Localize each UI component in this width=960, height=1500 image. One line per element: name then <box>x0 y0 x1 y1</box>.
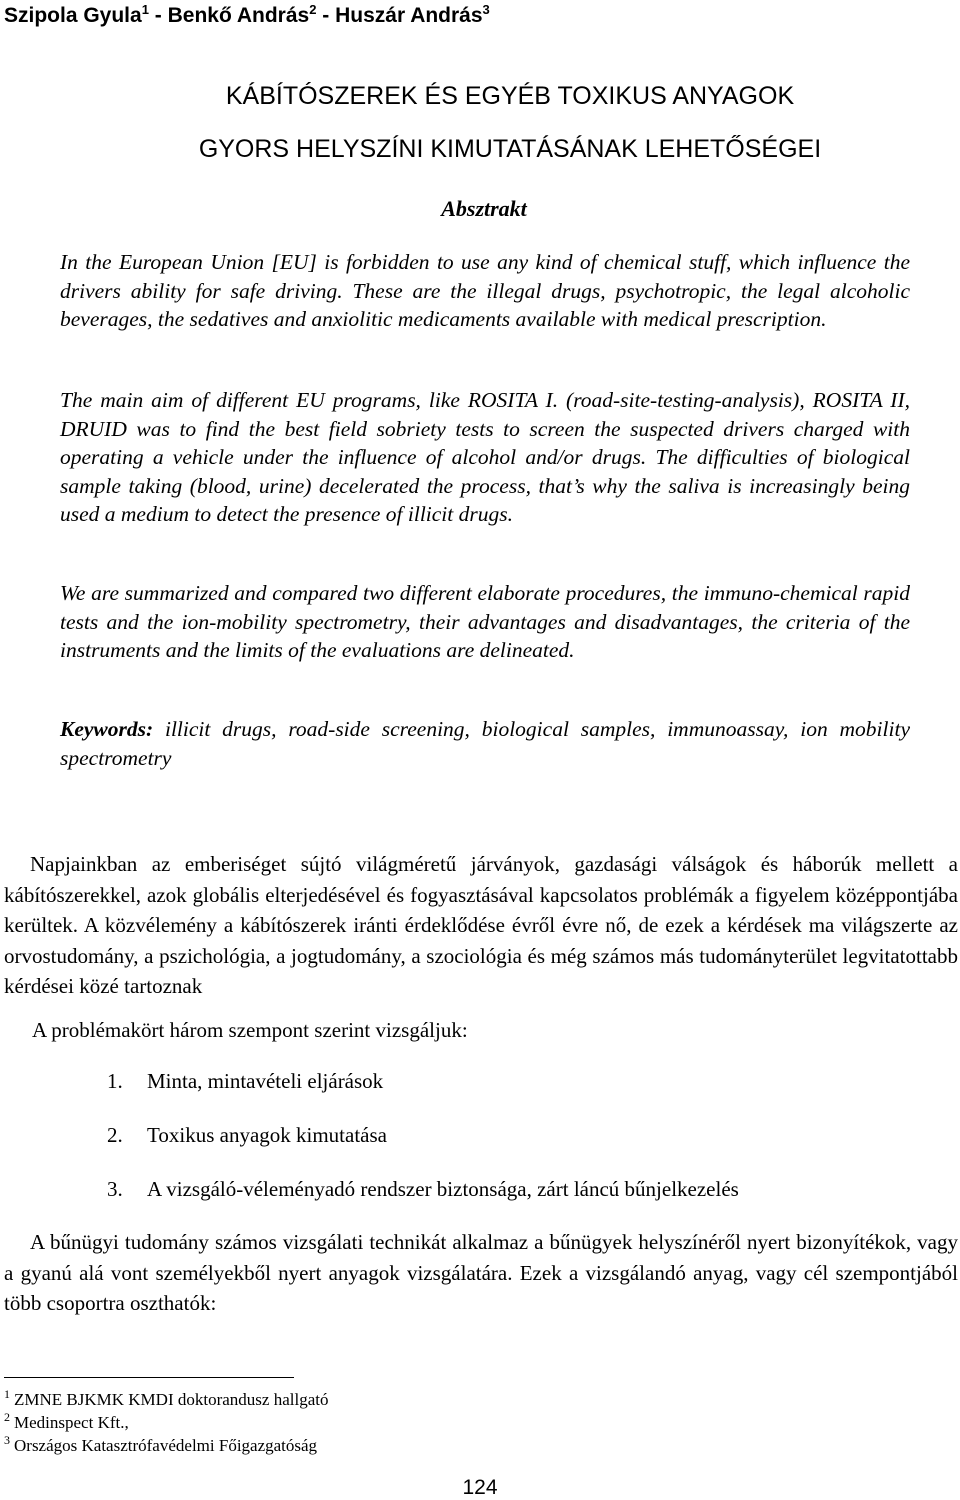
author-line <box>4 4 490 28</box>
body-paragraph <box>4 1227 958 1319</box>
footnote-text: Medinspect Kft., <box>14 1413 129 1432</box>
footnote-mark: 2 <box>4 1410 10 1425</box>
author-footnote-mark: 3 <box>482 2 490 17</box>
list-item-number: 3. <box>107 1177 123 1201</box>
abstract-heading: Absztrakt <box>441 196 527 221</box>
title-line-2: GYORS HELYSZÍNI KIMUTATÁSÁNAK LEHETŐSÉGEI <box>198 135 822 163</box>
author-name: Huszár András <box>335 4 483 27</box>
abstract-paragraph: We are summarized and compared two different elaborate procedures, the immuno-chemical rapid tests and the ion-mobility spectrometry, their advantages and disadvantages, the criteria of the instruments and the limits of the evaluations are delineated. <box>60 581 910 662</box>
author-separator: - <box>148 4 168 27</box>
list-item-text: A vizsgáló-véleményadó rendszer biztonsága, zárt láncú bűnjelkezelés <box>147 1177 739 1201</box>
author-footnote-mark: 2 <box>309 2 317 17</box>
list-item <box>107 1123 387 1148</box>
list-item-number: 1. <box>107 1069 123 1093</box>
footnote-text: ZMNE BJKMK KMDI doktorandusz hallgató <box>14 1390 329 1409</box>
list-item <box>107 1177 739 1202</box>
keywords-text: illicit drugs, road-side screening, biological samples, immunoassay, ion mobility spectrometry <box>60 717 910 770</box>
body-paragraph-text: A bűnügyi tudomány számos vizsgálati technikát alkalmaz a bűnügyek helyszínéről nyert bizonyítékok, vagy a gyanú alá vont személyekből nyert anyagok vizsgálatára. Ezek a vizsgálandó anyag, vagy cél szempontjából több csoportra oszthatók: <box>4 1230 958 1315</box>
author-separator: - <box>316 4 336 27</box>
footnote <box>4 1387 329 1410</box>
paper-title <box>0 70 960 176</box>
keywords-label: Keywords: <box>60 717 154 741</box>
list-intro: A problémakört három szempont szerint vizsgáljuk: <box>32 1018 468 1042</box>
footnote-mark: 1 <box>4 1387 10 1402</box>
body-paragraph <box>4 849 958 1002</box>
footnote-divider <box>4 1377 294 1378</box>
page-number: 124 <box>462 1476 498 1499</box>
list-item-number: 2. <box>107 1123 123 1147</box>
footnote <box>4 1410 129 1433</box>
list-item <box>107 1069 383 1094</box>
author-name: Szipola Gyula <box>4 4 142 27</box>
list-item-text: Minta, mintavételi eljárások <box>147 1069 384 1093</box>
author-name: Benkő András <box>167 4 310 27</box>
abstract-paragraph: In the European Union [EU] is forbidden to use any kind of chemical stuff, which influence the drivers ability for safe driving. These are the illegal drugs, psychotropic, the legal alcoholic beverages, the sedatives and anxiolitic medicaments available with medical prescription. <box>60 250 910 331</box>
footnote-mark: 3 <box>4 1433 10 1448</box>
abstract-paragraph: The main aim of different EU programs, like ROSITA I. (road-site-testing-analysis), ROSITA II, DRUID was to find the best field sobriety tests to screen the suspected drivers charged with operating a vehicle under the influence of alcohol and/or drugs. The difficulties of biological sample taking (blood, urine) decelerated the process, that’s why the saliva is increasingly being used a medium to detect the presence of illicit drugs. <box>60 388 910 526</box>
title-line-1: KÁBÍTÓSZEREK ÉS EGYÉB TOXIKUS ANYAGOK <box>225 82 795 110</box>
footnote-text: Országos Katasztrófavédelmi Főigazgatóság <box>14 1436 318 1455</box>
keywords <box>60 715 910 772</box>
list-item-text: Toxikus anyagok kimutatása <box>147 1123 387 1147</box>
footnote <box>4 1433 318 1456</box>
author-footnote-mark: 1 <box>141 2 149 17</box>
body-paragraph-text: Napjainkban az emberiséget sújtó világméretű járványok, gazdasági válságok és háborúk mellett a kábítószerekkel, azok globális elterjedésével és fogyasztásával kapcsolatos problémák a figyelem középpontjába kerültek. A közvélemény a kábítószerek iránti érdeklődése évről évre nő, de ezek a kérdések ma világszerte az orvostudomány, a pszichológia, a jogtudomány, a szociológia és még számos más tudományterület legvitatottabb kérdései közé tartoznak <box>4 852 958 998</box>
